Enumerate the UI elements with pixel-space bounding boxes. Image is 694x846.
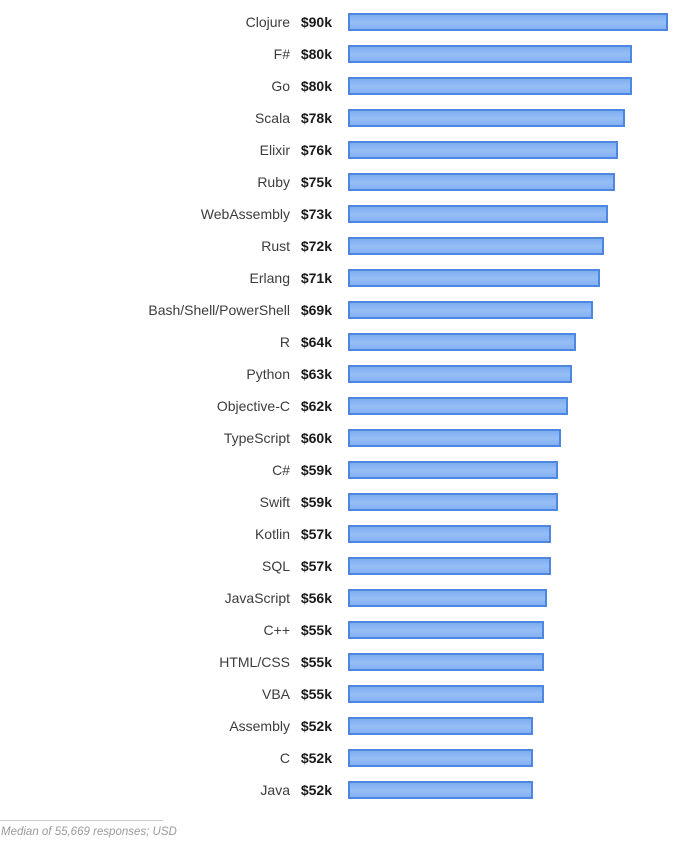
salary-value: $63k: [300, 366, 332, 382]
bar-row: [0, 518, 694, 550]
bar-row: [0, 422, 694, 454]
bar-track: [348, 749, 668, 767]
salary-bar[interactable]: [348, 717, 533, 735]
salary-bar[interactable]: [348, 621, 544, 639]
bar-track: [348, 525, 668, 543]
bar-track: [348, 589, 668, 607]
salary-value: $55k: [300, 654, 332, 670]
bar-row: [0, 134, 694, 166]
salary-bar[interactable]: [348, 173, 615, 191]
language-label: HTML/CSS: [219, 654, 290, 670]
bar-row: [0, 198, 694, 230]
language-label: Erlang: [249, 270, 290, 286]
bar-track: [348, 237, 668, 255]
bar-track: [348, 685, 668, 703]
salary-value: $90k: [300, 14, 332, 30]
salary-bar[interactable]: [348, 109, 625, 127]
language-label: Assembly: [229, 718, 290, 734]
salary-bar[interactable]: [348, 557, 551, 575]
bar-track: [348, 269, 668, 287]
language-label: WebAssembly: [200, 206, 290, 222]
language-label: Objective-C: [216, 398, 290, 414]
salary-value: $69k: [300, 302, 332, 318]
salary-bar[interactable]: [348, 205, 608, 223]
salary-value: $72k: [300, 238, 332, 254]
bar-row: [0, 582, 694, 614]
bar-row: [0, 326, 694, 358]
salary-bar[interactable]: [348, 269, 600, 287]
salary-value: $71k: [300, 270, 332, 286]
language-label: Java: [260, 782, 290, 798]
salary-value: $60k: [300, 430, 332, 446]
bar-row: [0, 486, 694, 518]
footer-divider: [0, 820, 163, 821]
bar-row: [0, 774, 694, 806]
bar-track: [348, 141, 668, 159]
language-label: Elixir: [259, 142, 290, 158]
bar-track: [348, 429, 668, 447]
salary-bar[interactable]: [348, 333, 576, 351]
salary-value: $55k: [300, 622, 332, 638]
salary-value: $57k: [300, 558, 332, 574]
salary-bar[interactable]: [348, 493, 558, 511]
salary-value: $59k: [300, 462, 332, 478]
language-label: VBA: [261, 686, 290, 702]
language-label: C: [279, 750, 290, 766]
salary-value: $80k: [300, 78, 332, 94]
salary-value: $56k: [300, 590, 332, 606]
bar-row: [0, 6, 694, 38]
salary-value: $64k: [300, 334, 332, 350]
language-label: Scala: [254, 110, 290, 126]
bar-row: [0, 646, 694, 678]
salary-bar[interactable]: [348, 301, 593, 319]
bar-track: [348, 45, 668, 63]
salary-value: $55k: [300, 686, 332, 702]
bar-track: [348, 621, 668, 639]
bar-row: [0, 390, 694, 422]
bar-row: [0, 454, 694, 486]
salary-bar[interactable]: [348, 749, 533, 767]
salary-value: $75k: [300, 174, 332, 190]
salary-bar[interactable]: [348, 653, 544, 671]
salary-bar[interactable]: [348, 397, 568, 415]
language-label: C#: [272, 462, 290, 478]
bar-track: [348, 557, 668, 575]
language-label: SQL: [261, 558, 290, 574]
language-label: Ruby: [257, 174, 290, 190]
salary-bar[interactable]: [348, 141, 618, 159]
bar-row: [0, 678, 694, 710]
bar-row: [0, 102, 694, 134]
bar-track: [348, 781, 668, 799]
language-label: C++: [263, 622, 290, 638]
bar-track: [348, 365, 668, 383]
bar-track: [348, 333, 668, 351]
bar-track: [348, 461, 668, 479]
language-label: F#: [273, 46, 290, 62]
salary-bar[interactable]: [348, 365, 572, 383]
salary-bar[interactable]: [348, 461, 558, 479]
bar-row: [0, 230, 694, 262]
salary-value: $52k: [300, 782, 332, 798]
bar-row: [0, 38, 694, 70]
bar-row: [0, 70, 694, 102]
salary-value: $57k: [300, 526, 332, 542]
bar-track: [348, 493, 668, 511]
salary-bar[interactable]: [348, 781, 533, 799]
language-label: Bash/Shell/PowerShell: [148, 302, 290, 318]
bar-track: [348, 109, 668, 127]
bar-row: [0, 358, 694, 390]
salary-value: $76k: [300, 142, 332, 158]
salary-value: $52k: [300, 718, 332, 734]
salary-value: $52k: [300, 750, 332, 766]
bar-track: [348, 173, 668, 191]
salary-value: $62k: [300, 398, 332, 414]
bar-row: [0, 262, 694, 294]
bar-track: [348, 205, 668, 223]
bar-row: [0, 550, 694, 582]
bar-track: [348, 653, 668, 671]
salary-bar[interactable]: [348, 429, 561, 447]
language-label: Swift: [259, 494, 290, 510]
salary-bar[interactable]: [348, 589, 547, 607]
bar-track: [348, 13, 668, 31]
salary-value: $73k: [300, 206, 332, 222]
language-label: R: [279, 334, 290, 350]
salary-bar[interactable]: [348, 77, 632, 95]
language-label: Clojure: [245, 14, 290, 30]
language-label: Kotlin: [254, 526, 290, 542]
bar-row: [0, 294, 694, 326]
bar-track: [348, 301, 668, 319]
bar-track: [348, 717, 668, 735]
salary-value: $80k: [300, 46, 332, 62]
salary-bar[interactable]: [348, 13, 668, 31]
language-label: TypeScript: [223, 430, 290, 446]
salary-bar[interactable]: [348, 685, 544, 703]
salary-bar[interactable]: [348, 237, 604, 255]
language-label: Rust: [261, 238, 290, 254]
bar-track: [348, 77, 668, 95]
language-label: Go: [271, 78, 290, 94]
bar-row: [0, 166, 694, 198]
salary-value: $59k: [300, 494, 332, 510]
salary-bar[interactable]: [348, 45, 632, 63]
bar-row: [0, 710, 694, 742]
chart-footer: [0, 820, 694, 838]
language-label: Python: [246, 366, 290, 382]
salary-bar[interactable]: [348, 525, 551, 543]
language-label: JavaScript: [224, 590, 290, 606]
footnote-text: Median of 55,669 responses; USD: [1, 826, 177, 838]
bar-row: [0, 742, 694, 774]
bar-track: [348, 397, 668, 415]
bar-row: [0, 614, 694, 646]
salary-value: $78k: [300, 110, 332, 126]
